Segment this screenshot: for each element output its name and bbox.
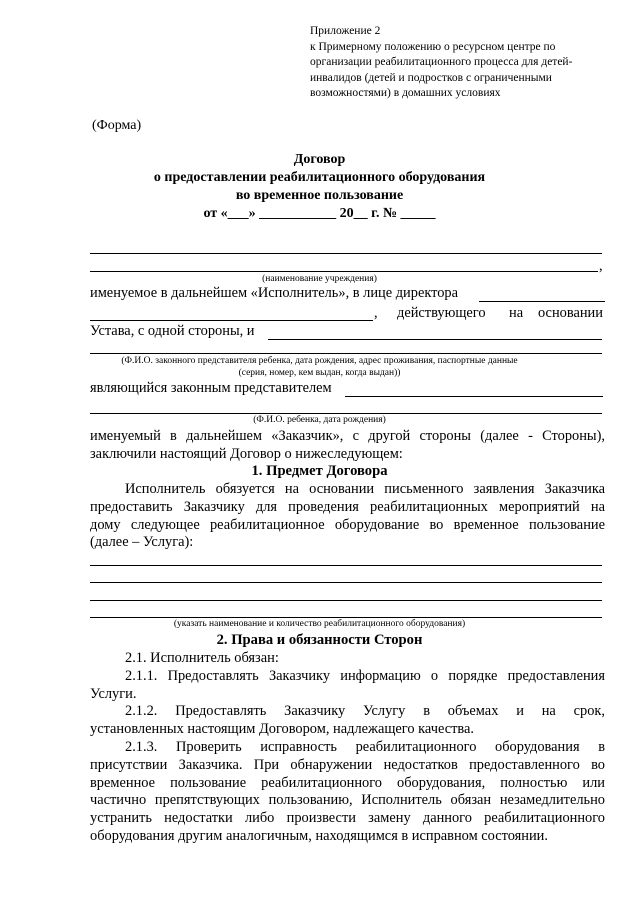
text-line: заключили настоящий Договор о нижеследующем: [90,446,403,462]
blank-line [90,600,602,601]
text-line: Исполнитель обязуется на основании письменного заявления Заказчика [125,481,605,497]
blank-line [90,271,598,272]
caption-equipment: (указать наименование и количество реабилитационного оборудования) [173,619,466,629]
text-line: присутствии Заказчика. При обнаружении недостатков предоставленного во [90,757,605,773]
blank-line [90,413,602,414]
blank-line [479,301,605,302]
text-line: Услуги. [90,686,137,702]
text-line: (далее – Услуга): [90,534,194,550]
caption-representative: (серия, номер, кем выдан, когда выдан)) [238,368,401,378]
caption-institution: (наименование учреждения) [262,274,377,284]
blank-line [90,353,602,354]
text-line: 2.1.3. Проверить исправность реабилитационного оборудования в [125,739,605,755]
text-line: именуемое в дальнейшем «Исполнитель», в лице директора [90,285,459,301]
appendix-line: Приложение 2 [310,25,381,37]
blank-line [90,565,602,566]
contract-subtitle: о предоставлении реабилитационного оборудования [153,170,486,185]
blank-line [90,253,602,254]
text-line: являющийся законным представителем [90,380,332,396]
punctuation: , [374,305,378,321]
text-line: предоставить Заказчику для проведения реабилитационных мероприятий на [90,499,605,515]
appendix-line: инвалидов (детей и подростков с ограниченными [310,71,552,84]
text-line: установленных настоящим Договором, надлежащего качества. [90,721,474,737]
blank-line [345,396,603,397]
appendix-line: возможностями) в домашних условиях [310,87,501,100]
appendix-header [310,24,572,102]
text-line: устранить недостатки либо произвести замену данного реабилитационного [90,810,605,826]
blank-line [90,320,373,321]
form-label: (Форма) [92,118,142,133]
section-heading: 2. Права и обязанности Сторон [216,632,423,648]
appendix-line: организации реабилитационного процесса для детей- [310,56,573,69]
appendix-line: к Примерному положению о ресурсном центре по [310,40,556,53]
contract-title: Договор [293,152,346,167]
caption-representative: (Ф.И.О. законного представителя ребенка, дата рождения, адрес проживания, паспортные данные [121,356,518,366]
text-word: действующего [397,305,486,321]
text-line: дому следующее реабилитационное оборудование во временное пользование [90,517,605,533]
text-word: на [509,305,524,321]
contract-subtitle: во временное пользование [235,188,404,203]
blank-line [90,582,602,583]
punctuation: , [599,258,603,274]
text-word: основании [538,305,603,321]
contract-date-number: от «___» ___________ 20__ г. № _____ [203,206,436,221]
text-line: Устава, с одной стороны, и [90,323,255,339]
section-heading: 1. Предмет Договора [251,463,388,479]
blank-line [268,339,602,340]
text-line: частично препятствующих пользованию, Исполнитель обязан незамедлительно [90,792,605,808]
text-line: 2.1.1. Предоставлять Заказчику информацию о порядке предоставления [125,668,605,684]
text-line: именуемый в дальнейшем «Заказчик», с другой стороны (далее - Стороны), [90,428,605,444]
caption-child: (Ф.И.О. ребенка, дата рождения) [253,415,386,425]
text-line: 2.1. Исполнитель обязан: [125,650,279,666]
text-line: временное пользование реабилитационного оборудования, полностью или [90,775,605,791]
text-line: оборудования другим аналогичным, находящимся в исправном состоянии. [90,828,548,844]
text-line: 2.1.2. Предоставлять Заказчику Услугу в объемах и на срок, [125,703,605,719]
blank-line [90,617,602,618]
